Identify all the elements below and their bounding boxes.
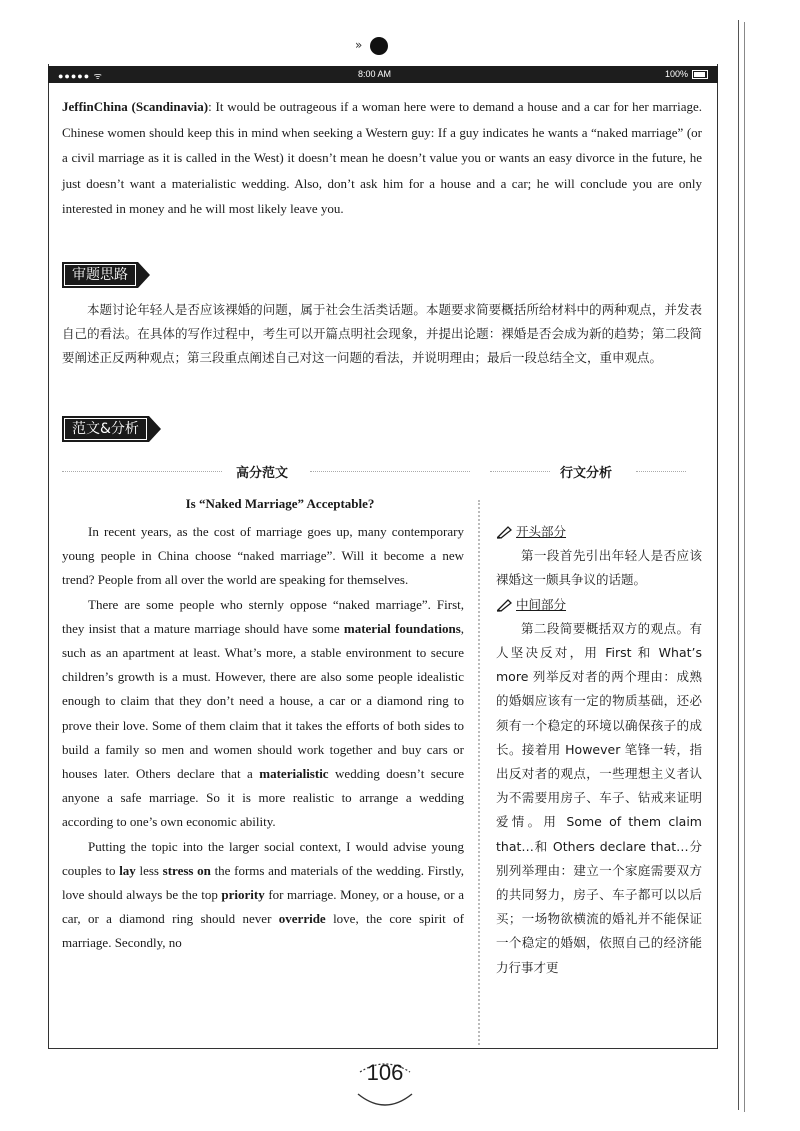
status-time: 8:00 AM [358, 69, 392, 79]
page-edge-line [738, 20, 739, 1110]
battery-icon [692, 70, 708, 79]
quote-colon: : [208, 99, 212, 114]
divider-dots [636, 471, 686, 472]
column-divider [478, 500, 480, 1045]
signal-icon: ●●●●● ᯤ [58, 71, 103, 81]
column-header-analysis: 行文分析 [560, 466, 613, 481]
analysis-text-middle: 第二段简要概括双方的观点。有人坚决反对，用 First 和 What’s more 列举反对者的两个理由：成熟的婚姻应该有一定的物质基础，还必须有一个稳定的环境以确保孩子的成长。接着用 However 笔锋一转，指出反对者的观点，一些理想主义者认为不需要用房子、车子、钻戒来证明爱情。用 Some of them claim that…和 Others declare that…分别列举理由：建立一个家庭需要双方的共同努力，房子、车子都可以以后买；一场物欲横流的婚礼并不能保证一个稳定的婚姻，依照自己的经济能力行事才更 [496, 620, 702, 975]
section-heading-sample-analysis: 范文&分析 [62, 416, 149, 442]
approach-paragraph: 本题讨论年轻人是否应该裸婚的问题，属于社会生活类话题。本题要求简要概括所给材料中的两种观点，并发表自己的看法。在具体的写作过程中，考生可以开篇点明社会现象，并提出论题：裸婚是否会成为新的趋势；第二段简要阐述正反两种观点；第三段重点阐述自己对这一问题的看法，并说明理由；最后一段总结全文，重申观点。 [62, 302, 702, 365]
analysis-text-opening: 第一段首先引出年轻人是否应该裸婚这一颇具争议的话题。 [496, 548, 702, 588]
status-bar [48, 66, 718, 83]
page-number: 106 [366, 1060, 404, 1085]
pen-icon [496, 525, 514, 539]
camera-dot-icon [370, 37, 388, 55]
analysis-label-opening: 开头部分 [496, 520, 702, 544]
essay-body [62, 520, 464, 956]
divider-dots [62, 471, 222, 472]
essay-paragraph-1: In recent years, as the cost of marriage goes up, many contemporary young people in China choose “naked marriage”. Will it become a new trend? People from all over the world are speaking for themselves. [62, 524, 464, 588]
page-edge-line-2 [744, 22, 745, 1112]
pen-icon [496, 598, 514, 612]
essay-paragraph-2: There are some people who sternly oppose “naked marriage”. First, they insist that a mature marriage should have some material foundations, such as an apartment at least. What’s more, a stable environment to secure children’s growth is a must. However, there are also some people idealistic enough to claim that they don’t need a house, a car or a diamond ring to prove their love. Some of them claim that it takes the efforts of both sides to build a family so men and women should work together and buy cars or houses later. Others declare that a materialistic wedding doesn’t secure anyone a safe marriage. So it is more realistic to arrange a wedding according to one’s own economic ability. [62, 596, 464, 830]
divider-dots [490, 471, 550, 472]
quote-author: JeffinChina (Scandinavia) [62, 99, 209, 114]
battery-percent: 100% [664, 69, 688, 79]
divider-dots [310, 471, 470, 472]
section-heading-analysis-approach: 审题思路 [62, 262, 138, 288]
analysis-column [496, 520, 702, 980]
essay-title: Is “Naked Marriage” Acceptable? [185, 496, 375, 511]
essay-paragraph-3: Putting the topic into the larger social context, I would advise young couples to lay less stress on the forms and materials of the wedding. Firstly, love should always be the top priority for marriage. Money, or a house, or a car, or a diamond ring should never override love, the core spirit of marriage. Secondly, no [62, 838, 465, 951]
analysis-label-middle: 中间部分 [496, 593, 702, 617]
top-mark: » [355, 38, 363, 52]
quote-paragraph [62, 94, 702, 222]
column-header-sample-essay: 高分范文 [236, 466, 289, 481]
quote-text: It would be outrageous if a woman here were to demand a house and a car for her marriage. Chinese women should keep this in mind when seeking a Western guy: If a guy indicates he wants a “naked marriage” (or a civil marriage as it is called in the West) it doesn’t mean he doesn’t value you or wants an easy divorce in the future, he just doesn’t want a materialistic wedding. Also, don’t ask him for a house and a car; he will conclude you are only interested in money and he will most likely leave you. [62, 99, 702, 216]
